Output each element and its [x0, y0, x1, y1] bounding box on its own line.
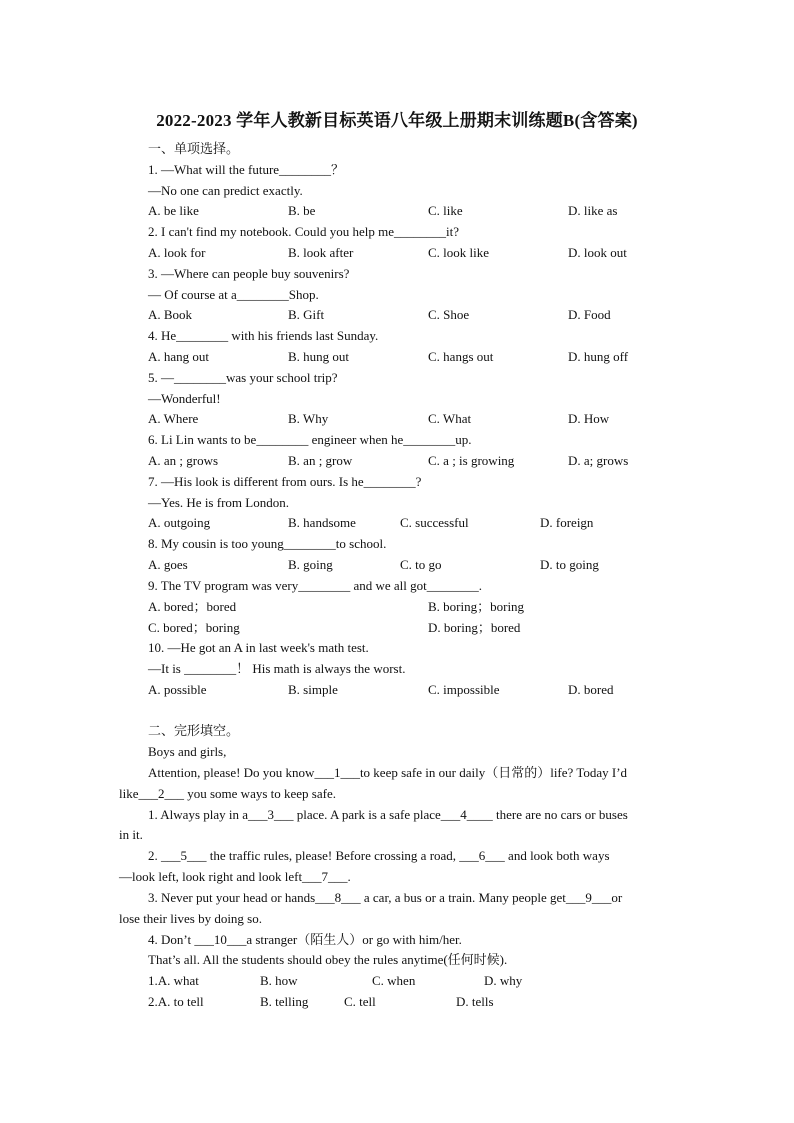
- q5-option-c: C. What: [428, 411, 472, 426]
- q4-option-d: D. hung off: [568, 349, 629, 364]
- q8-option-d: D. to going: [540, 557, 599, 572]
- question-6-line-1: 6. Li Lin wants to be________ engineer when he________up.: [148, 432, 472, 447]
- question-7-line-1: 7. —His look is different from ours. Is he________?: [148, 474, 422, 489]
- q5-option-d: D. How: [568, 411, 610, 426]
- q1-option-b: B. be: [288, 203, 316, 218]
- section1-heading: 一、单项选择。: [148, 141, 240, 156]
- q10-option-b: B. simple: [288, 682, 338, 697]
- question-3-line-2: — Of course at a________Shop.: [148, 287, 319, 302]
- passage-line-5: 2. ___5___ the traffic rules, please! Before crossing a road, ___6___ and look both ways: [148, 848, 610, 863]
- section2-heading: 二、完形填空。: [148, 723, 240, 738]
- passage-line-1: Attention, please! Do you know___1___to keep safe in our daily（日常的）life? Today I’d: [148, 765, 628, 780]
- q4-option-c: C. hangs out: [428, 349, 494, 364]
- q1-option-d: D. like as: [568, 203, 618, 218]
- q3-option-c: C. Shoe: [428, 307, 470, 322]
- cloze1-option-d: D. why: [484, 973, 523, 988]
- question-10-line-2: —It is ________！ His math is always the worst.: [148, 661, 406, 676]
- q9-option-b: B. boring；boring: [428, 599, 525, 614]
- passage-line-4: in it.: [119, 827, 143, 842]
- q4-option-a: A. hang out: [148, 349, 210, 364]
- q1-option-c: C. like: [428, 203, 463, 218]
- q3-option-b: B. Gift: [288, 307, 325, 322]
- passage-greeting: Boys and girls,: [148, 744, 227, 759]
- question-5-line-1: 5. —________was your school trip?: [148, 370, 338, 385]
- question-9-line-1: 9. The TV program was very________ and we all got________.: [148, 578, 482, 593]
- q8-option-b: B. going: [288, 557, 333, 572]
- q6-option-c: C. a ; is growing: [428, 453, 515, 468]
- page-title: 2022-2023 学年人教新目标英语八年级上册期末训练题B(含答案): [156, 111, 638, 130]
- q1-option-a: A. be like: [148, 203, 199, 218]
- question-1-line-2: —No one can predict exactly.: [148, 183, 303, 198]
- passage-line-8: lose their lives by doing so.: [119, 911, 262, 926]
- question-10-line-1: 10. —He got an A in last week's math test.: [148, 640, 369, 655]
- question-4-line-1: 4. He________ with his friends last Sunday.: [148, 328, 379, 343]
- q2-option-c: C. look like: [428, 245, 490, 260]
- q5-option-a: A. Where: [148, 411, 199, 426]
- q3-option-d: D. Food: [568, 307, 611, 322]
- passage-line-9: 4. Don’t ___10___a stranger（陌生人）or go with him/her.: [148, 932, 462, 947]
- q6-option-d: D. a; grows: [568, 453, 629, 468]
- q7-option-c: C. successful: [400, 515, 469, 530]
- question-8-line-1: 8. My cousin is too young________to school.: [148, 536, 387, 551]
- q3-option-a: A. Book: [148, 307, 193, 322]
- q10-option-a: A. possible: [148, 682, 207, 697]
- q7-option-d: D. foreign: [540, 515, 594, 530]
- q10-option-c: C. impossible: [428, 682, 500, 697]
- passage-line-3: 1. Always play in a___3___ place. A park is a safe place___4____ there are no cars or buses: [148, 807, 628, 822]
- q5-option-b: B. Why: [288, 411, 329, 426]
- question-3-line-1: 3. —Where can people buy souvenirs?: [148, 266, 350, 281]
- q2-option-b: B. look after: [288, 245, 354, 260]
- passage-line-6: —look left, look right and look left___7___.: [119, 869, 351, 884]
- cloze2-option-d: D. tells: [456, 994, 494, 1009]
- passage-line-10: That’s all. All the students should obey the rules anytime(任何时候).: [148, 952, 508, 967]
- q7-option-a: A. outgoing: [148, 515, 211, 530]
- question-2-line-1: 2. I can't find my notebook. Could you help me________it?: [148, 224, 460, 239]
- q7-option-b: B. handsome: [288, 515, 356, 530]
- q9-option-a: A. bored；bored: [148, 599, 237, 614]
- q4-option-b: B. hung out: [288, 349, 350, 364]
- passage-line-7: 3. Never put your head or hands___8___ a car, a bus or a train. Many people get___9___or: [148, 890, 623, 905]
- q6-option-b: B. an ; grow: [288, 453, 353, 468]
- passage-line-2: like___2___ you some ways to keep safe.: [119, 786, 336, 801]
- q10-option-d: D. bored: [568, 682, 614, 697]
- cloze2-option-c: C. tell: [344, 994, 376, 1009]
- q2-option-d: D. look out: [568, 245, 627, 260]
- cloze2-option-b: B. telling: [260, 994, 309, 1009]
- q9-option-d: D. boring；bored: [428, 620, 521, 635]
- q8-option-a: A. goes: [148, 557, 188, 572]
- q8-option-c: C. to go: [400, 557, 442, 572]
- q6-option-a: A. an ; grows: [148, 453, 219, 468]
- cloze1-option-b: B. how: [260, 973, 298, 988]
- q9-option-c: C. bored；boring: [148, 620, 240, 635]
- question-5-line-2: —Wonderful!: [148, 391, 221, 406]
- question-1-line-1: 1. —What will the future________？: [148, 162, 345, 177]
- question-7-line-2: —Yes. He is from London.: [148, 495, 289, 510]
- q2-option-a: A. look for: [148, 245, 206, 260]
- cloze2-option-a: 2.A. to tell: [148, 994, 204, 1009]
- cloze1-option-a: 1.A. what: [148, 973, 199, 988]
- cloze1-option-c: C. when: [372, 973, 416, 988]
